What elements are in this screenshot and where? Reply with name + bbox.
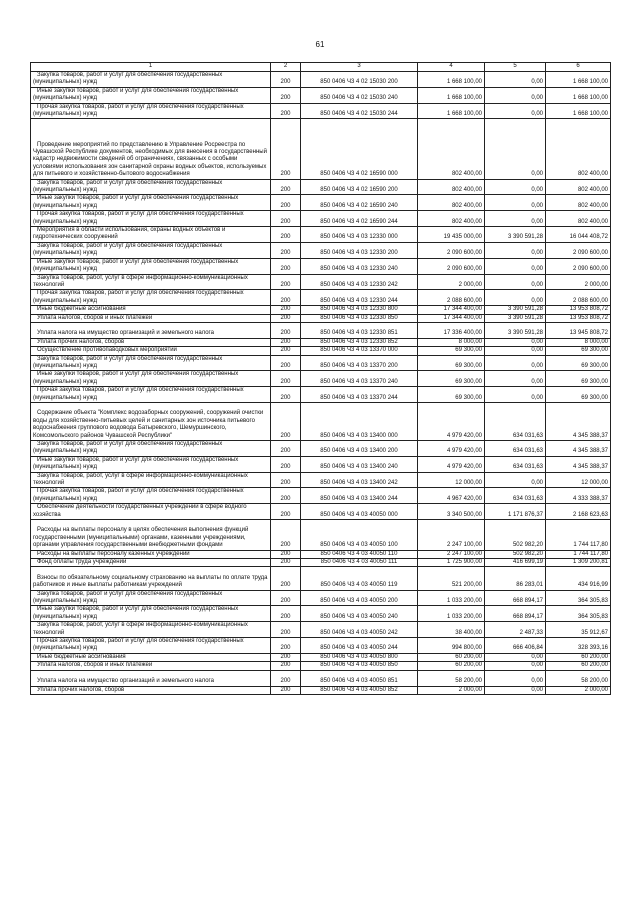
row-approved-cell: 994 800,00 (418, 638, 485, 654)
row-classifier-cell: 850 0406 Ч3 4 03 40050 240 (301, 606, 418, 622)
row-executed-cell: 0,00 (485, 274, 546, 290)
row-code-cell: 200 (271, 440, 301, 456)
row-classifier-cell: 850 0406 Ч3 4 03 40050 110 (301, 550, 418, 558)
table-row (31, 567, 611, 590)
table-row (31, 211, 611, 227)
row-approved-cell: 2 247 100,00 (418, 550, 485, 558)
row-executed-cell: 0,00 (485, 290, 546, 306)
row-approved-cell: 1 033 200,00 (418, 590, 485, 606)
table-row (31, 520, 611, 551)
table-row (31, 622, 611, 638)
row-executed-cell: 0,00 (485, 355, 546, 371)
row-name-cell: Закупка товаров, работ, услуг в сфере информационно-коммуникационных технологий (31, 274, 271, 290)
row-name-cell: Иные закупки товаров, работ и услуг для обеспечения государственных (муниципальных) нужд (31, 258, 271, 274)
row-remaining-cell: 16 044 408,72 (546, 227, 611, 243)
row-code-cell: 200 (271, 686, 301, 694)
row-approved-cell: 69 300,00 (418, 347, 485, 355)
row-remaining-cell: 4 345 388,37 (546, 402, 611, 440)
row-executed-cell: 3 390 591,28 (485, 314, 546, 322)
row-approved-cell: 1 668 100,00 (418, 103, 485, 119)
table-row (31, 686, 611, 694)
row-code-cell: 200 (271, 387, 301, 403)
row-remaining-cell: 1 668 100,00 (546, 103, 611, 119)
row-remaining-cell: 802 400,00 (546, 195, 611, 211)
row-classifier-cell: 850 0406 Ч3 4 03 40050 111 (301, 559, 418, 567)
table-row (31, 227, 611, 243)
table-row (31, 456, 611, 472)
table-row (31, 559, 611, 567)
row-name-cell: Уплата прочих налогов, сборов (31, 338, 271, 346)
page-number: 61 (315, 40, 325, 49)
row-executed-cell: 0,00 (485, 87, 546, 103)
row-executed-cell: 0,00 (485, 371, 546, 387)
row-code-cell: 200 (271, 179, 301, 195)
row-executed-cell: 668 894,17 (485, 606, 546, 622)
row-classifier-cell: 850 0406 Ч3 4 02 16590 200 (301, 179, 418, 195)
row-classifier-cell: 850 0406 Ч3 4 03 13400 242 (301, 472, 418, 488)
row-classifier-cell: 850 0406 Ч3 4 02 16590 244 (301, 211, 418, 227)
row-executed-cell: 0,00 (485, 72, 546, 88)
row-remaining-cell: 35 912,67 (546, 622, 611, 638)
row-classifier-cell: 850 0406 Ч3 4 03 13400 000 (301, 402, 418, 440)
column-header-2: 2 (271, 63, 301, 72)
table-row (31, 87, 611, 103)
row-approved-cell: 17 336 400,00 (418, 322, 485, 338)
row-remaining-cell: 69 300,00 (546, 355, 611, 371)
table-row (31, 590, 611, 606)
row-remaining-cell: 802 400,00 (546, 179, 611, 195)
row-code-cell: 200 (271, 227, 301, 243)
row-executed-cell: 0,00 (485, 242, 546, 258)
row-classifier-cell: 850 0406 Ч3 4 03 40050 850 (301, 662, 418, 670)
row-classifier-cell: 850 0406 Ч3 4 03 40050 100 (301, 520, 418, 551)
row-remaining-cell: 13 945 808,72 (546, 322, 611, 338)
row-classifier-cell: 850 0406 Ч3 4 03 12330 244 (301, 290, 418, 306)
row-name-cell: Закупка товаров, работ и услуг для обеспечения государственных (муниципальных) нужд (31, 355, 271, 371)
table-row (31, 322, 611, 338)
table-row (31, 440, 611, 456)
row-code-cell: 200 (271, 662, 301, 670)
row-name-cell: Закупка товаров, работ и услуг для обеспечения государственных (муниципальных) нужд (31, 179, 271, 195)
row-approved-cell: 60 200,00 (418, 662, 485, 670)
row-code-cell: 200 (271, 520, 301, 551)
row-remaining-cell: 1 668 100,00 (546, 87, 611, 103)
table-row (31, 550, 611, 558)
table-row (31, 504, 611, 520)
row-executed-cell: 0,00 (485, 338, 546, 346)
row-classifier-cell: 850 0406 Ч3 4 03 40050 244 (301, 638, 418, 654)
row-code-cell: 200 (271, 72, 301, 88)
row-name-cell: Мероприятия в области использования, охраны водных объектов и гидротехнических сооружений (31, 227, 271, 243)
row-approved-cell: 12 000,00 (418, 472, 485, 488)
row-code-cell: 200 (271, 274, 301, 290)
column-header-6: 6 (546, 63, 611, 72)
table-row (31, 179, 611, 195)
row-approved-cell: 1 725 900,00 (418, 559, 485, 567)
table-row (31, 638, 611, 654)
table-row (31, 355, 611, 371)
row-code-cell: 200 (271, 550, 301, 558)
row-classifier-cell: 850 0406 Ч3 4 03 40050 852 (301, 686, 418, 694)
table-row (31, 72, 611, 88)
row-classifier-cell: 850 0406 Ч3 4 02 15030 240 (301, 87, 418, 103)
row-name-cell: Взносы по обязательному социальному страхованию на выплаты по оплате труда работников и иные выплаты работникам учреждений (31, 567, 271, 590)
row-name-cell: Закупка товаров, работ и услуг для обеспечения государственных (муниципальных) нужд (31, 242, 271, 258)
row-code-cell: 200 (271, 242, 301, 258)
row-classifier-cell: 850 0406 Ч3 4 03 12330 240 (301, 258, 418, 274)
row-approved-cell: 3 340 500,00 (418, 504, 485, 520)
row-approved-cell: 38 400,00 (418, 622, 485, 638)
row-name-cell: Прочая закупка товаров, работ и услуг для обеспечения государственных (муниципальных) нужд (31, 290, 271, 306)
row-executed-cell: 0,00 (485, 195, 546, 211)
row-classifier-cell: 850 0406 Ч3 4 03 13370 000 (301, 347, 418, 355)
row-classifier-cell: 850 0406 Ч3 4 03 13400 244 (301, 488, 418, 504)
row-remaining-cell: 60 200,00 (546, 662, 611, 670)
row-remaining-cell: 364 305,83 (546, 590, 611, 606)
row-executed-cell: 3 390 591,28 (485, 227, 546, 243)
row-approved-cell: 4 967 420,00 (418, 488, 485, 504)
row-approved-cell: 2 247 100,00 (418, 520, 485, 551)
row-remaining-cell: 1 309 200,81 (546, 559, 611, 567)
row-approved-cell: 802 400,00 (418, 195, 485, 211)
row-classifier-cell: 850 0406 Ч3 4 03 12330 200 (301, 242, 418, 258)
row-approved-cell: 802 400,00 (418, 119, 485, 179)
row-classifier-cell: 850 0406 Ч3 4 03 12330 850 (301, 314, 418, 322)
row-name-cell: Уплата налогов, сборов и иных платежей (31, 314, 271, 322)
row-executed-cell: 416 699,19 (485, 559, 546, 567)
row-approved-cell: 69 300,00 (418, 387, 485, 403)
row-name-cell: Иные закупки товаров, работ и услуг для обеспечения государственных (муниципальных) нужд (31, 87, 271, 103)
row-code-cell: 200 (271, 87, 301, 103)
row-name-cell: Содержание объекта "Комплекс водозаборных сооружений, сооружений очистки воды для хозяйственно-питьевых целей и санитарных зон источника питьевого водоснабжения группового водовода Батыревского, Шемуршинского, Комсомольского районов Чувашской Республики" (31, 402, 271, 440)
table-row (31, 653, 611, 661)
row-classifier-cell: 850 0406 Ч3 4 02 16590 240 (301, 195, 418, 211)
row-executed-cell: 3 390 591,28 (485, 306, 546, 314)
row-code-cell: 200 (271, 211, 301, 227)
row-code-cell: 200 (271, 559, 301, 567)
row-approved-cell: 4 979 420,00 (418, 456, 485, 472)
row-remaining-cell: 2 090 600,00 (546, 242, 611, 258)
row-classifier-cell: 850 0406 Ч3 4 03 12330 000 (301, 227, 418, 243)
table-row (31, 338, 611, 346)
row-name-cell: Осуществление противопаводковых мероприятий (31, 347, 271, 355)
row-executed-cell: 0,00 (485, 472, 546, 488)
row-approved-cell: 521 200,00 (418, 567, 485, 590)
row-remaining-cell: 802 400,00 (546, 211, 611, 227)
row-approved-cell: 17 344 400,00 (418, 306, 485, 314)
row-approved-cell: 2 000,00 (418, 686, 485, 694)
row-name-cell: Расходы на выплаты персоналу казенных учреждений (31, 550, 271, 558)
row-classifier-cell: 850 0406 Ч3 4 03 12330 851 (301, 322, 418, 338)
row-remaining-cell: 1 744 117,80 (546, 550, 611, 558)
row-name-cell: Закупка товаров, работ и услуг для обеспечения государственных (муниципальных) нужд (31, 440, 271, 456)
row-remaining-cell: 13 953 808,72 (546, 306, 611, 314)
row-name-cell: Иные закупки товаров, работ и услуг для обеспечения государственных (муниципальных) нужд (31, 456, 271, 472)
row-approved-cell: 69 300,00 (418, 371, 485, 387)
row-remaining-cell: 1 744 117,80 (546, 520, 611, 551)
row-code-cell: 200 (271, 456, 301, 472)
row-name-cell: Прочая закупка товаров, работ и услуг для обеспечения государственных (муниципальных) нужд (31, 387, 271, 403)
row-executed-cell: 0,00 (485, 653, 546, 661)
table-row (31, 347, 611, 355)
row-approved-cell: 802 400,00 (418, 179, 485, 195)
row-code-cell: 200 (271, 670, 301, 686)
row-executed-cell: 0,00 (485, 662, 546, 670)
row-code-cell: 200 (271, 355, 301, 371)
row-executed-cell: 0,00 (485, 387, 546, 403)
row-classifier-cell: 850 0406 Ч3 4 03 12330 800 (301, 306, 418, 314)
row-remaining-cell: 2 000,00 (546, 686, 611, 694)
row-remaining-cell: 364 305,83 (546, 606, 611, 622)
row-remaining-cell: 434 916,99 (546, 567, 611, 590)
row-code-cell: 200 (271, 103, 301, 119)
header-row (31, 63, 611, 72)
table-row (31, 290, 611, 306)
row-approved-cell: 19 435 000,00 (418, 227, 485, 243)
column-header-5: 5 (485, 63, 546, 72)
table-row (31, 472, 611, 488)
table-row (31, 242, 611, 258)
row-executed-cell: 0,00 (485, 103, 546, 119)
column-header-3: 3 (301, 63, 418, 72)
row-executed-cell: 634 031,63 (485, 440, 546, 456)
row-name-cell: Закупка товаров, работ и услуг для обеспечения государственных (муниципальных) нужд (31, 590, 271, 606)
row-approved-cell: 802 400,00 (418, 211, 485, 227)
row-name-cell: Закупка товаров, работ, услуг в сфере информационно-коммуникационных технологий (31, 622, 271, 638)
row-code-cell: 200 (271, 258, 301, 274)
row-code-cell: 200 (271, 371, 301, 387)
row-classifier-cell: 850 0406 Ч3 4 03 13400 240 (301, 456, 418, 472)
row-executed-cell: 634 031,63 (485, 402, 546, 440)
row-name-cell: Прочая закупка товаров, работ и услуг для обеспечения государственных (муниципальных) нужд (31, 103, 271, 119)
table-row (31, 402, 611, 440)
row-remaining-cell: 4 345 388,37 (546, 440, 611, 456)
table-row (31, 662, 611, 670)
row-code-cell: 200 (271, 195, 301, 211)
row-remaining-cell: 4 345 388,37 (546, 456, 611, 472)
row-remaining-cell: 69 300,00 (546, 387, 611, 403)
row-classifier-cell: 850 0406 Ч3 4 03 40050 800 (301, 653, 418, 661)
row-approved-cell: 2 090 600,00 (418, 258, 485, 274)
row-name-cell: Проведение мероприятий по представлению в Управление Росреестра по Чувашской Республике документов, необходимых для внесения в государственный кадастр недвижимости сведений об ограничениях, связанных с особыми условиями использования зон санитарной охраны водных объектов, используемых для питьевого и хозяйственно-бытового водоснабжения (31, 119, 271, 179)
row-classifier-cell: 850 0406 Ч3 4 03 40050 242 (301, 622, 418, 638)
row-name-cell: Фонд оплаты труда учреждений (31, 559, 271, 567)
row-classifier-cell: 850 0406 Ч3 4 03 40050 200 (301, 590, 418, 606)
row-name-cell: Закупка товаров, работ, услуг в сфере информационно-коммуникационных технологий (31, 472, 271, 488)
row-executed-cell: 634 031,63 (485, 488, 546, 504)
row-code-cell: 200 (271, 402, 301, 440)
row-approved-cell: 60 200,00 (418, 653, 485, 661)
row-approved-cell: 1 033 200,00 (418, 606, 485, 622)
row-remaining-cell: 58 200,00 (546, 670, 611, 686)
row-executed-cell: 0,00 (485, 686, 546, 694)
row-approved-cell: 4 979 420,00 (418, 402, 485, 440)
row-name-cell: Уплата налога на имущество организаций и земельного налога (31, 322, 271, 338)
row-approved-cell: 69 300,00 (418, 355, 485, 371)
row-code-cell: 200 (271, 622, 301, 638)
table-row (31, 670, 611, 686)
row-name-cell: Иные закупки товаров, работ и услуг для обеспечения государственных (муниципальных) нужд (31, 195, 271, 211)
row-approved-cell: 1 668 100,00 (418, 72, 485, 88)
row-name-cell: Прочая закупка товаров, работ и услуг для обеспечения государственных (муниципальных) нужд (31, 488, 271, 504)
row-remaining-cell: 4 333 388,37 (546, 488, 611, 504)
row-code-cell: 200 (271, 638, 301, 654)
row-remaining-cell: 1 668 100,00 (546, 72, 611, 88)
row-classifier-cell: 850 0406 Ч3 4 02 16590 000 (301, 119, 418, 179)
row-name-cell: Расходы на выплаты персоналу в целях обеспечения выполнения функций государственными (муниципальными) органами, казенными учреждениями, органами управления государственными внебюджетными фондами (31, 520, 271, 551)
row-executed-cell: 0,00 (485, 179, 546, 195)
row-code-cell: 200 (271, 119, 301, 179)
row-executed-cell: 0,00 (485, 258, 546, 274)
row-name-cell: Прочая закупка товаров, работ и услуг для обеспечения государственных (муниципальных) нужд (31, 638, 271, 654)
row-remaining-cell: 2 168 623,63 (546, 504, 611, 520)
row-executed-cell: 666 406,84 (485, 638, 546, 654)
row-approved-cell: 58 200,00 (418, 670, 485, 686)
row-executed-cell: 86 283,01 (485, 567, 546, 590)
row-executed-cell: 1 171 876,37 (485, 504, 546, 520)
row-remaining-cell: 69 300,00 (546, 347, 611, 355)
row-remaining-cell: 12 000,00 (546, 472, 611, 488)
row-executed-cell: 0,00 (485, 670, 546, 686)
row-code-cell: 200 (271, 504, 301, 520)
row-executed-cell: 0,00 (485, 347, 546, 355)
row-name-cell: Иные бюджетные ассигнования (31, 306, 271, 314)
row-name-cell: Уплата налогов, сборов и иных платежей (31, 662, 271, 670)
row-classifier-cell: 850 0406 Ч3 4 02 15030 200 (301, 72, 418, 88)
table-row (31, 314, 611, 322)
row-code-cell: 200 (271, 606, 301, 622)
table-row (31, 103, 611, 119)
row-approved-cell: 4 979 420,00 (418, 440, 485, 456)
row-executed-cell: 3 390 591,28 (485, 322, 546, 338)
row-approved-cell: 2 090 600,00 (418, 242, 485, 258)
row-classifier-cell: 850 0406 Ч3 4 03 13370 244 (301, 387, 418, 403)
row-approved-cell: 17 344 400,00 (418, 314, 485, 322)
table-row (31, 119, 611, 179)
row-code-cell: 200 (271, 338, 301, 346)
row-executed-cell: 668 894,17 (485, 590, 546, 606)
row-classifier-cell: 850 0406 Ч3 4 03 40050 119 (301, 567, 418, 590)
row-executed-cell: 502 982,20 (485, 550, 546, 558)
row-name-cell: Иные закупки товаров, работ и услуг для обеспечения государственных (муниципальных) нужд (31, 606, 271, 622)
column-header-1: 1 (31, 63, 271, 72)
row-remaining-cell: 802 400,00 (546, 119, 611, 179)
row-name-cell: Прочая закупка товаров, работ и услуг для обеспечения государственных (муниципальных) нужд (31, 211, 271, 227)
table-row (31, 371, 611, 387)
row-classifier-cell: 850 0406 Ч3 4 03 12330 242 (301, 274, 418, 290)
row-code-cell: 200 (271, 472, 301, 488)
row-executed-cell: 2 487,33 (485, 622, 546, 638)
row-code-cell: 200 (271, 567, 301, 590)
table-row (31, 274, 611, 290)
row-executed-cell: 0,00 (485, 119, 546, 179)
row-remaining-cell: 2 088 600,00 (546, 290, 611, 306)
row-remaining-cell: 60 200,00 (546, 653, 611, 661)
row-classifier-cell: 850 0406 Ч3 4 03 40050 000 (301, 504, 418, 520)
row-classifier-cell: 850 0406 Ч3 4 02 15030 244 (301, 103, 418, 119)
row-code-cell: 200 (271, 347, 301, 355)
budget-table (30, 62, 611, 695)
table-row (31, 606, 611, 622)
row-approved-cell: 2 000,00 (418, 274, 485, 290)
row-name-cell: Закупка товаров, работ и услуг для обеспечения государственных (муниципальных) нужд (31, 72, 271, 88)
row-name-cell: Уплата прочих налогов, сборов (31, 686, 271, 694)
row-classifier-cell: 850 0406 Ч3 4 03 12330 852 (301, 338, 418, 346)
row-executed-cell: 0,00 (485, 211, 546, 227)
row-approved-cell: 8 000,00 (418, 338, 485, 346)
row-remaining-cell: 13 953 808,72 (546, 314, 611, 322)
row-remaining-cell: 69 300,00 (546, 371, 611, 387)
column-header-4: 4 (418, 63, 485, 72)
row-code-cell: 200 (271, 306, 301, 314)
row-code-cell: 200 (271, 322, 301, 338)
table-row (31, 488, 611, 504)
row-classifier-cell: 850 0406 Ч3 4 03 13370 200 (301, 355, 418, 371)
row-name-cell: Уплата налога на имущество организаций и земельного налога (31, 670, 271, 686)
table-row (31, 306, 611, 314)
row-code-cell: 200 (271, 290, 301, 306)
row-classifier-cell: 850 0406 Ч3 4 03 13370 240 (301, 371, 418, 387)
row-name-cell: Иные закупки товаров, работ и услуг для обеспечения государственных (муниципальных) нужд (31, 371, 271, 387)
row-approved-cell: 2 088 600,00 (418, 290, 485, 306)
row-name-cell: Иные бюджетные ассигнования (31, 653, 271, 661)
row-executed-cell: 502 982,20 (485, 520, 546, 551)
row-remaining-cell: 8 000,00 (546, 338, 611, 346)
row-code-cell: 200 (271, 653, 301, 661)
row-remaining-cell: 2 000,00 (546, 274, 611, 290)
table-row (31, 258, 611, 274)
row-remaining-cell: 2 090 600,00 (546, 258, 611, 274)
row-code-cell: 200 (271, 488, 301, 504)
table-row (31, 387, 611, 403)
table-row (31, 195, 611, 211)
row-code-cell: 200 (271, 590, 301, 606)
row-approved-cell: 1 668 100,00 (418, 87, 485, 103)
row-executed-cell: 634 031,63 (485, 456, 546, 472)
row-classifier-cell: 850 0406 Ч3 4 03 13400 200 (301, 440, 418, 456)
row-remaining-cell: 328 393,16 (546, 638, 611, 654)
row-classifier-cell: 850 0406 Ч3 4 03 40050 851 (301, 670, 418, 686)
row-code-cell: 200 (271, 314, 301, 322)
row-name-cell: Обеспечение деятельности государственных учреждений в сфере водного хозяйства (31, 504, 271, 520)
